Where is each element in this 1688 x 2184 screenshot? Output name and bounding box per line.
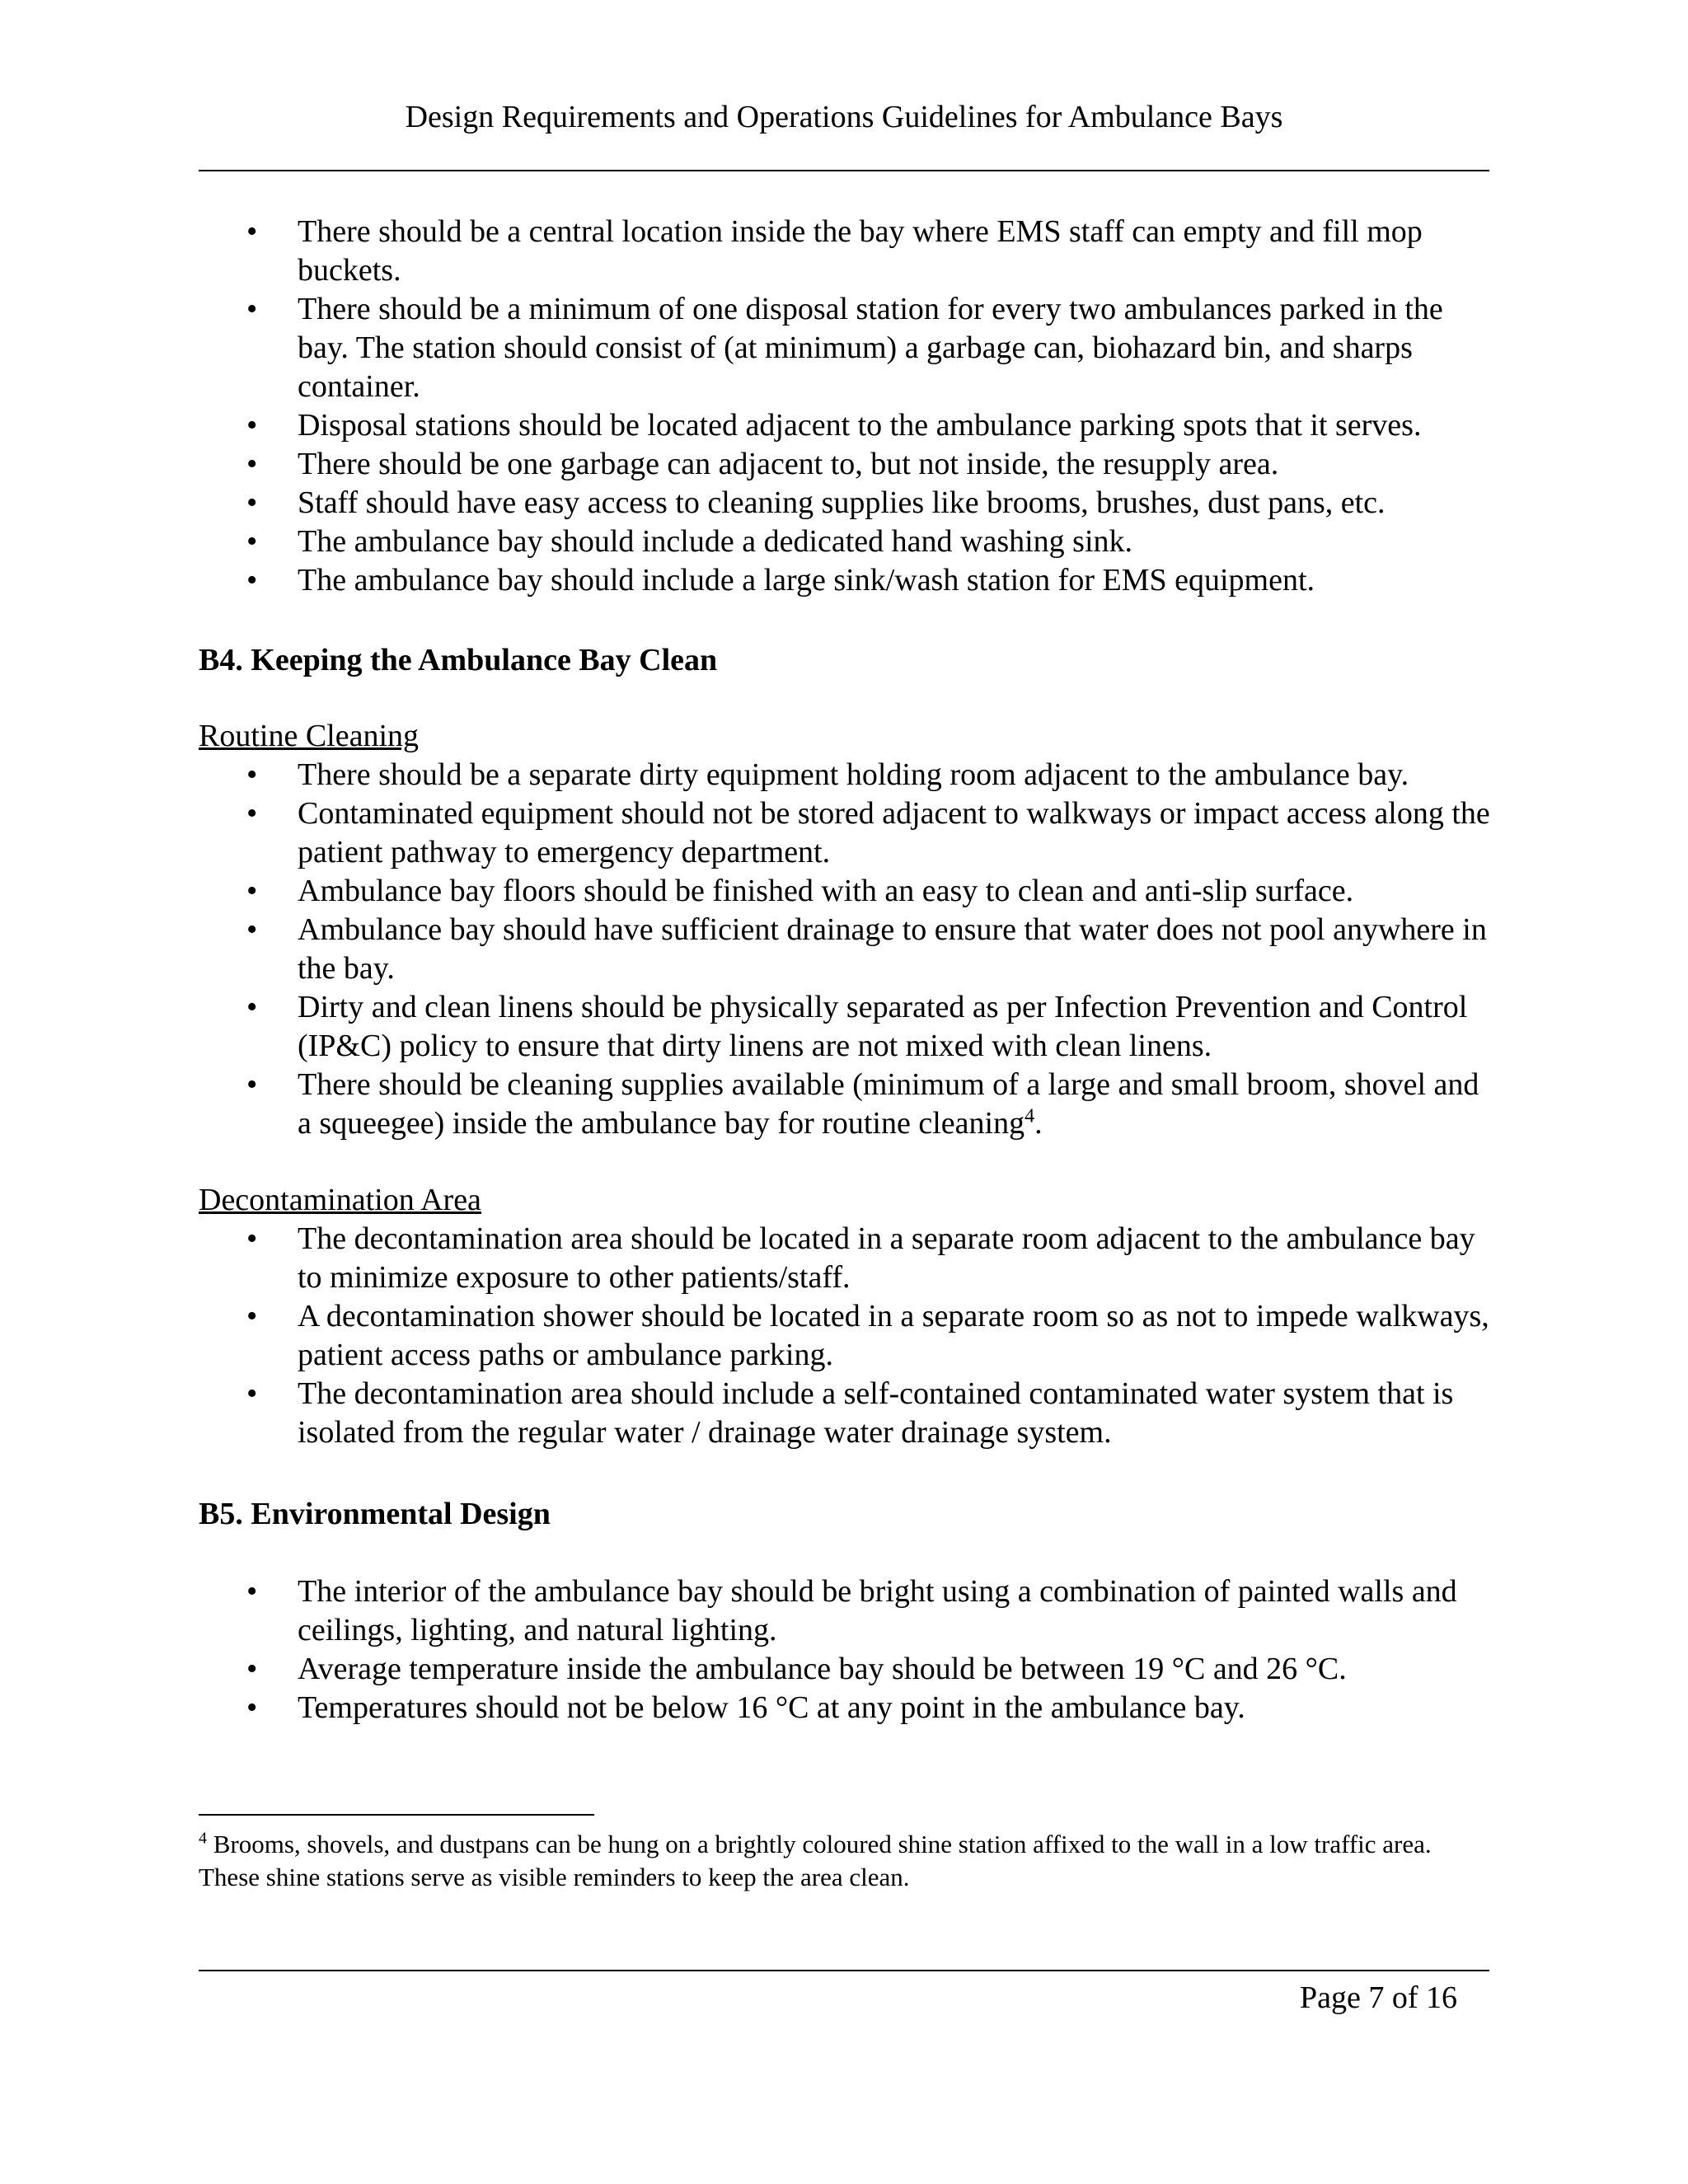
bullet-icon: • (246, 292, 258, 326)
header-rule (199, 170, 1489, 171)
subheading-routine-cleaning: Routine Cleaning (199, 719, 420, 753)
environmental-design-list (199, 1572, 1494, 1727)
list-item: • There should be a central location inside the bay where EMS staff can empty and fill mop buckets. (246, 214, 1423, 288)
bullet-icon: • (246, 1690, 258, 1725)
list-item: • There should be a separate dirty equipment holding room adjacent to the ambulance bay. (199, 756, 1494, 794)
footer-rule (199, 1970, 1489, 1971)
bullet-icon: • (246, 1376, 258, 1411)
footnote-text: Brooms, shovels, and dustpans can be hung on a brightly coloured shine station affixed to the wall in a low traffic area. These shine stations serve as visible reminders to keep the area clean. (199, 1830, 1432, 1891)
bullet-icon: • (246, 214, 258, 249)
bullet-icon: • (246, 1574, 258, 1609)
intro-bullet-list (199, 213, 1494, 600)
bullet-icon: • (246, 408, 258, 443)
list-item: • Contaminated equipment should not be stored adjacent to walkways or impact access along the patient pathway to emergency department. (246, 796, 1490, 869)
footnote-number: 4 (199, 1829, 207, 1848)
list-item: • Average temperature inside the ambulance bay should be between 19 °C and 26 °C. (199, 1650, 1494, 1689)
section-heading-b4: B4. Keeping the Ambulance Bay Clean (199, 643, 718, 677)
list-item: • There should be one garbage can adjacent to, but not inside, the resupply area. (199, 445, 1494, 484)
list-item: • Ambulance bay floors should be finished with an easy to clean and anti-slip surface. (199, 872, 1494, 911)
bullet-icon: • (246, 1067, 258, 1102)
footnote-reference[interactable]: 4 (1025, 1105, 1035, 1127)
list-item: • Dirty and clean linens should be physically separated as per Infection Prevention and Control (IP&C) policy to ensure that dirty linens are not mixed with clean linens. (246, 990, 1468, 1063)
bullet-icon: • (246, 874, 258, 908)
running-header: Design Requirements and Operations Guidelines for Ambulance Bays (405, 100, 1283, 134)
bullet-icon: • (246, 990, 258, 1024)
footnote-separator (199, 1814, 594, 1816)
list-item: • The ambulance bay should include a large sink/wash station for EMS equipment. (199, 561, 1494, 600)
list-item: • The interior of the ambulance bay should be bright using a combination of painted walls and ceilings, lighting, and natural lighting. (246, 1574, 1457, 1647)
routine-cleaning-list (199, 756, 1494, 1143)
section-heading-b5: B5. Environmental Design (199, 1497, 551, 1531)
bullet-icon: • (246, 912, 258, 947)
bullet-icon: • (246, 1652, 258, 1686)
bullet-icon: • (246, 757, 258, 792)
bullet-icon: • (246, 796, 258, 831)
list-item: • The ambulance bay should include a dedicated hand washing sink. (199, 523, 1494, 561)
bullet-icon: • (246, 563, 258, 598)
list-item: • Temperatures should not be below 16 °C at any point in the ambulance bay. (199, 1689, 1494, 1727)
bullet-icon: • (246, 485, 258, 520)
bullet-icon: • (246, 524, 258, 559)
list-item: • There should be cleaning supplies available (minimum of a large and small broom, shovel and a squeegee) inside the ambulance bay for routine cleaning$^4$. (246, 1067, 1479, 1141)
subheading-decontamination-area: Decontamination Area (199, 1183, 481, 1217)
page-number: Page 7 of 16 (1299, 1980, 1457, 2015)
list-item: • There should be a minimum of one disposal station for every two ambulances parked in the bay. The station should consist of (at minimum) a garbage can, biohazard bin, and sharps container. (246, 292, 1443, 404)
list-item: • Ambulance bay should have sufficient drainage to ensure that water does not pool anywhere in the bay. (246, 912, 1487, 986)
bullet-icon: • (246, 1221, 258, 1256)
list-item: • Disposal stations should be located adjacent to the ambulance parking spots that it serves. (199, 406, 1494, 445)
list-item: • The decontamination area should be located in a separate room adjacent to the ambulance bay to minimize exposure to other patients/staff. (246, 1221, 1475, 1295)
decontamination-list (199, 1220, 1494, 1452)
bullet-icon: • (246, 447, 258, 481)
list-item: • The decontamination area should include a self-contained contaminated water system that is isolated from the regular water / drainage water drainage system. (246, 1376, 1454, 1450)
footnote (199, 1828, 1489, 1894)
list-item: • A decontamination shower should be located in a separate room so as not to impede walkways, patient access paths or ambulance parking. (246, 1299, 1489, 1372)
bullet-icon: • (246, 1299, 258, 1333)
list-item: • Staff should have easy access to cleaning supplies like brooms, brushes, dust pans, etc. (199, 484, 1494, 523)
